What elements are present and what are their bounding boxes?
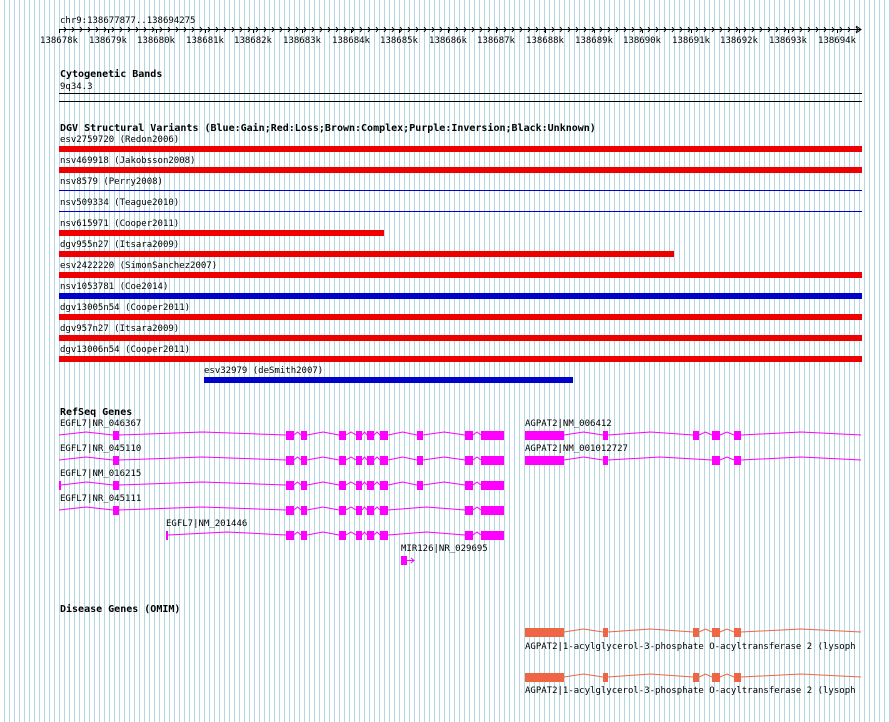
- dgv-variant-label[interactable]: nsv1053781 (Coe2014): [60, 282, 169, 292]
- omim-gene-label[interactable]: AGPAT2|1-acylglycerol-3-phosphate O-acyltransferase 2 (lysoph: [525, 642, 856, 652]
- refseq-gene-label[interactable]: MIR126|NR_029695: [401, 544, 488, 554]
- dgv-variant-label[interactable]: nsv469918 (Jakobsson2008): [60, 156, 196, 166]
- ruler-tick-label: 138692k: [720, 36, 758, 46]
- omim-agpat2-gene-1[interactable]: [525, 628, 861, 637]
- dgv-variant-label[interactable]: nsv509334 (Teague2010): [60, 198, 180, 208]
- exon: [525, 673, 564, 682]
- ruler-tick-label: 138680k: [137, 36, 175, 46]
- position-label: chr9:138677877..138694275: [60, 16, 196, 26]
- dgv-variant-label[interactable]: dgv13006n54 (Cooper2011): [60, 345, 191, 355]
- dgv-variant-label[interactable]: esv32979 (deSmith2007): [204, 366, 324, 376]
- dgv-variant-label[interactable]: nsv8579 (Perry2008): [60, 177, 163, 187]
- exon: [693, 628, 699, 637]
- refseq-gene-label[interactable]: EGFL7|NR_045110: [60, 444, 142, 454]
- ruler-tick-label: 138691k: [672, 36, 710, 46]
- dgv-variant-label[interactable]: dgv955n27 (Itsara2009): [60, 240, 180, 250]
- dgv-variant-label[interactable]: esv2422220 (SimonSanchez2007): [60, 261, 218, 271]
- dgv-variant-label[interactable]: esv2759720 (Redon2006): [60, 135, 180, 145]
- exon: [525, 628, 564, 637]
- omim-gene-label[interactable]: AGPAT2|1-acylglycerol-3-phosphate O-acyltransferase 2 (lysoph: [525, 686, 856, 696]
- omim-track-title[interactable]: Disease Genes (OMIM): [60, 604, 181, 615]
- ruler-tick-label: 138678k: [40, 36, 78, 46]
- dgv-track-title[interactable]: DGV Structural Variants (Blue:Gain;Red:Loss;Brown:Complex;Purple:Inversion;Black:Unknown): [60, 123, 596, 134]
- exon: [734, 673, 741, 682]
- dgv-variant-label[interactable]: dgv957n27 (Itsara2009): [60, 324, 180, 334]
- omim-agpat2-gene-2[interactable]: [525, 673, 861, 682]
- ruler-tick-label: 138690k: [623, 36, 661, 46]
- ruler-tick-label: 138681k: [186, 36, 224, 46]
- ruler-tick-label: 138693k: [769, 36, 807, 46]
- refseq-track-title[interactable]: RefSeq Genes: [60, 407, 133, 418]
- dgv-variant-label[interactable]: nsv615971 (Cooper2011): [60, 219, 180, 229]
- exon: [693, 673, 699, 682]
- ruler-tick-label: 138682k: [234, 36, 272, 46]
- dgv-variant-label[interactable]: dgv13005n54 (Cooper2011): [60, 303, 191, 313]
- ruler-tick-label: 138684k: [332, 36, 370, 46]
- exon: [712, 628, 720, 637]
- refseq-gene-label[interactable]: AGPAT2|NM_001012727: [525, 444, 628, 454]
- refseq-gene-label[interactable]: EGFL7|NM_016215: [60, 469, 142, 479]
- ruler-tick-label: 138687k: [477, 36, 515, 46]
- ruler-tick-label: 138688k: [526, 36, 564, 46]
- cytoband-label: 9q34.3: [60, 82, 93, 92]
- ruler-tick-label: 138685k: [380, 36, 418, 46]
- exon: [734, 628, 741, 637]
- ruler-tick-label: 138689k: [575, 36, 613, 46]
- exon: [603, 628, 608, 637]
- cytoband-track-title[interactable]: Cytogenetic Bands: [60, 69, 163, 80]
- ruler-tick-label: 138679k: [89, 36, 127, 46]
- refseq-gene-label[interactable]: EGFL7|NM_201446: [166, 519, 248, 529]
- refseq-gene-label[interactable]: AGPAT2|NM_006412: [525, 419, 612, 429]
- ruler-tick-label: 138683k: [283, 36, 321, 46]
- ruler-tick-label: 138694k: [818, 36, 856, 46]
- ruler-tick-label: 138686k: [429, 36, 467, 46]
- refseq-gene-label[interactable]: EGFL7|NR_046367: [60, 419, 142, 429]
- exon: [712, 673, 720, 682]
- refseq-gene-label[interactable]: EGFL7|NR_045111: [60, 494, 142, 504]
- exon: [603, 673, 608, 682]
